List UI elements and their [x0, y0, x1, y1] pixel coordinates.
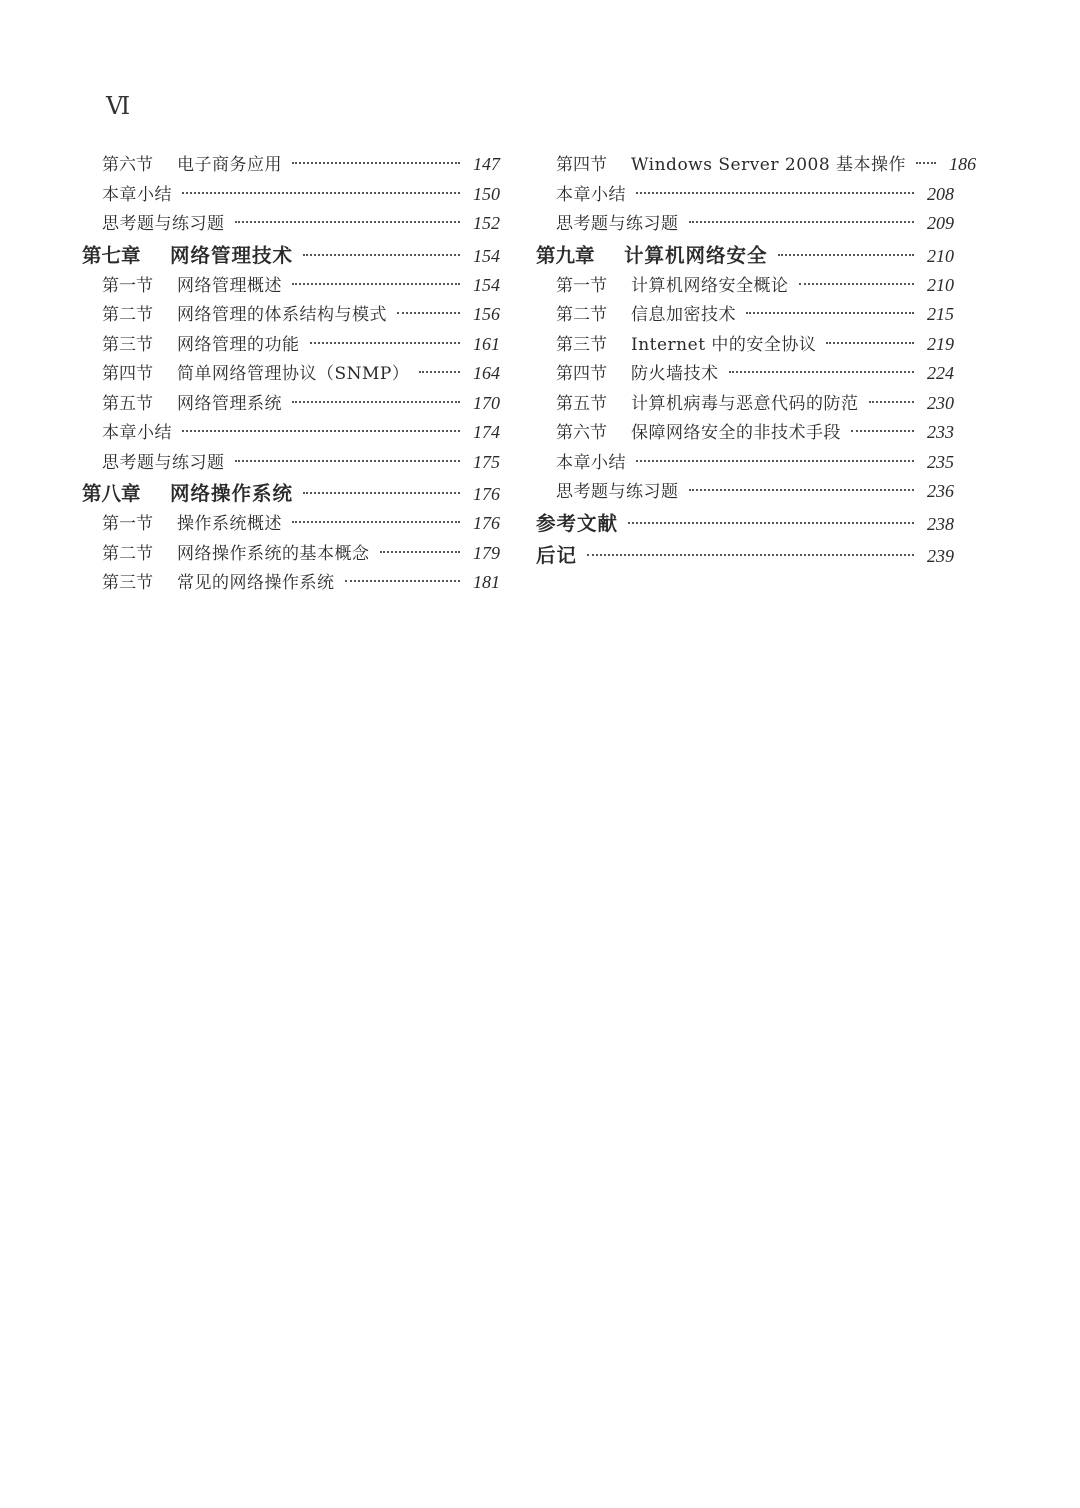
- dot-leader: [235, 460, 461, 462]
- toc-entry-title: 网络操作系统的基本概念: [177, 543, 370, 564]
- toc-section-entry[interactable]: [82, 389, 500, 419]
- dot-leader: [182, 192, 460, 194]
- toc-entry-page: 210: [927, 274, 954, 295]
- toc-entry-page: 176: [473, 484, 500, 504]
- toc-section-entry[interactable]: [536, 330, 954, 360]
- toc-entry-title: 简单网络管理协议（SNMP）: [177, 364, 410, 384]
- toc-entry-number: 第二节: [102, 543, 153, 564]
- toc-section-entry[interactable]: [82, 568, 500, 598]
- toc-entry-page: 152: [473, 213, 500, 233]
- toc-section-entry[interactable]: [536, 271, 954, 301]
- toc-entry-number: 第五节: [556, 393, 607, 414]
- toc-section-entry[interactable]: [82, 359, 500, 389]
- toc-entry-title: 计算机网络安全概论: [631, 275, 789, 296]
- toc-section-entry[interactable]: [82, 509, 500, 539]
- toc-chapter-entry[interactable]: [82, 477, 500, 509]
- toc-entry-page: 238: [927, 513, 954, 534]
- dot-leader: [689, 221, 915, 223]
- toc-entry-title: 网络管理系统: [177, 393, 282, 414]
- toc-section-entry[interactable]: [536, 180, 954, 210]
- toc-entry-title: 本章小结: [102, 423, 172, 443]
- toc-section-entry[interactable]: [82, 300, 500, 330]
- toc-section-entry[interactable]: [536, 300, 954, 330]
- dot-leader: [628, 522, 914, 524]
- toc-entry-title: 网络管理的功能: [177, 334, 300, 355]
- dot-leader: [419, 371, 460, 373]
- toc-entry-page: 174: [473, 422, 500, 442]
- toc-entry-page: 176: [473, 513, 500, 533]
- toc-entry-title: 防火墙技术: [631, 364, 719, 384]
- toc-entry-number: 第四节: [102, 364, 153, 384]
- toc-chapter-entry[interactable]: [536, 507, 954, 539]
- dot-leader: [292, 283, 460, 285]
- toc-section-entry[interactable]: [536, 448, 954, 478]
- toc-entry-number: 第一节: [102, 275, 153, 296]
- toc-section-entry[interactable]: [82, 209, 500, 239]
- dot-leader: [310, 342, 461, 344]
- toc-entry-number: 第六节: [102, 155, 153, 175]
- toc-section-entry[interactable]: [82, 418, 500, 448]
- toc-entry-page: 219: [927, 333, 954, 354]
- toc-section-entry[interactable]: [82, 330, 500, 360]
- toc-entry-number: 第六节: [556, 423, 607, 443]
- toc-chapter-entry[interactable]: [536, 539, 954, 571]
- toc-entry-page: 154: [473, 274, 500, 295]
- toc-entry-number: 第九章: [536, 243, 595, 267]
- toc-section-entry[interactable]: [82, 539, 500, 569]
- toc-entry-number: 第八章: [82, 482, 141, 505]
- toc-entry-title: 网络管理技术: [170, 243, 294, 267]
- dot-leader: [636, 192, 914, 194]
- dot-leader: [587, 554, 914, 556]
- dot-leader: [345, 580, 461, 582]
- toc-entry-title: 操作系统概述: [177, 514, 282, 534]
- dot-leader: [869, 401, 915, 403]
- toc-entry-number: 第三节: [102, 334, 153, 355]
- toc-entry-number: 第七章: [82, 243, 141, 267]
- toc-entry-title: 信息加密技术: [631, 305, 736, 325]
- toc-entry-title: 电子商务应用: [177, 155, 282, 175]
- toc-entry-page: 236: [927, 481, 954, 501]
- toc-entry-title: 思考题与练习题: [556, 214, 679, 234]
- toc-entry-page: 170: [473, 392, 500, 413]
- toc-section-entry[interactable]: [536, 359, 954, 389]
- toc-section-entry[interactable]: [536, 418, 954, 448]
- toc-entry-title: 计算机网络安全: [624, 243, 768, 267]
- toc-section-entry[interactable]: [82, 271, 500, 301]
- toc-left-column: [82, 150, 500, 598]
- toc-entry-page: 210: [927, 245, 954, 266]
- toc-entry-title: 思考题与练习题: [102, 214, 225, 234]
- toc-entry-page: 230: [927, 392, 954, 413]
- dot-leader: [292, 162, 460, 164]
- toc-entry-page: 156: [473, 304, 500, 324]
- toc-entry-page: 164: [473, 363, 500, 383]
- dot-leader: [689, 489, 915, 491]
- toc-chapter-entry[interactable]: [536, 239, 954, 271]
- toc-entry-title: 常见的网络操作系统: [177, 573, 335, 593]
- dot-leader: [746, 312, 914, 314]
- dot-leader: [235, 221, 461, 223]
- toc-section-entry[interactable]: [82, 180, 500, 210]
- toc-entry-title: 思考题与练习题: [102, 452, 225, 473]
- dot-leader: [303, 254, 460, 256]
- toc-entry-title: 计算机病毒与恶意代码的防范: [631, 393, 859, 414]
- toc-entry-title: 本章小结: [556, 452, 626, 473]
- toc-entry-number: 第五节: [102, 393, 153, 414]
- toc-entry-number: 第四节: [556, 155, 607, 175]
- toc-entry-title: 网络管理概述: [177, 275, 282, 296]
- toc-entry-page: 161: [473, 333, 500, 354]
- toc-entry-title: 后记: [536, 543, 578, 567]
- toc-section-entry[interactable]: [82, 150, 500, 180]
- toc-entry-number: 第一节: [102, 514, 153, 534]
- toc-entry-page: 150: [473, 183, 500, 204]
- toc-entry-title: Windows Server 2008 基本操作: [631, 155, 907, 175]
- dot-leader: [916, 162, 936, 164]
- page-number: Ⅵ: [106, 94, 130, 120]
- toc-section-entry[interactable]: [536, 209, 954, 239]
- toc-entry-page: 179: [473, 542, 500, 563]
- dot-leader: [826, 342, 914, 344]
- toc-entry-page: 233: [927, 422, 954, 442]
- toc-entry-title: 参考文献: [536, 511, 619, 535]
- toc-entry-title: 网络操作系统: [170, 482, 294, 505]
- toc-entry-number: 第四节: [556, 364, 607, 384]
- toc-entry-number: 第三节: [102, 573, 153, 593]
- toc-entry-page: 154: [473, 245, 500, 266]
- toc-entry-page: 181: [473, 572, 500, 592]
- dot-leader: [636, 460, 914, 462]
- toc-entry-page: 235: [927, 451, 954, 472]
- toc-entry-title: 本章小结: [102, 184, 172, 205]
- toc-entry-title: 网络管理的体系结构与模式: [177, 305, 387, 325]
- toc-entry-page: 208: [927, 183, 954, 204]
- toc-entry-page: 175: [473, 451, 500, 472]
- toc-entry-number: 第二节: [102, 305, 153, 325]
- toc-entry-page: 224: [927, 363, 954, 383]
- toc-chapter-entry[interactable]: [82, 239, 500, 271]
- toc-entry-page: 209: [927, 213, 954, 233]
- toc-entry-page: 239: [927, 545, 954, 566]
- toc-section-entry[interactable]: [82, 448, 500, 478]
- toc-section-entry[interactable]: [536, 150, 977, 180]
- toc-entry-title: Internet 中的安全协议: [631, 334, 817, 355]
- dot-leader: [799, 283, 915, 285]
- dot-leader: [778, 254, 914, 256]
- toc-entry-page: 147: [473, 154, 500, 174]
- toc-entry-page: 215: [927, 304, 954, 324]
- dot-leader: [729, 371, 915, 373]
- dot-leader: [292, 401, 460, 403]
- toc-right-column: [536, 150, 977, 571]
- dot-leader: [380, 551, 461, 553]
- toc-entry-number: 第二节: [556, 305, 607, 325]
- toc-entry-page: 186: [949, 154, 977, 174]
- dot-leader: [851, 430, 914, 432]
- dot-leader: [292, 521, 460, 523]
- toc-section-entry[interactable]: [536, 477, 954, 507]
- toc-entry-title: 思考题与练习题: [556, 482, 679, 502]
- toc-entry-title: 保障网络安全的非技术手段: [631, 423, 841, 443]
- toc-entry-number: 第一节: [556, 275, 607, 296]
- toc-entry-title: 本章小结: [556, 184, 626, 205]
- dot-leader: [397, 312, 460, 314]
- dot-leader: [303, 492, 460, 494]
- toc-entry-number: 第三节: [556, 334, 607, 355]
- toc-section-entry[interactable]: [536, 389, 954, 419]
- dot-leader: [182, 430, 460, 432]
